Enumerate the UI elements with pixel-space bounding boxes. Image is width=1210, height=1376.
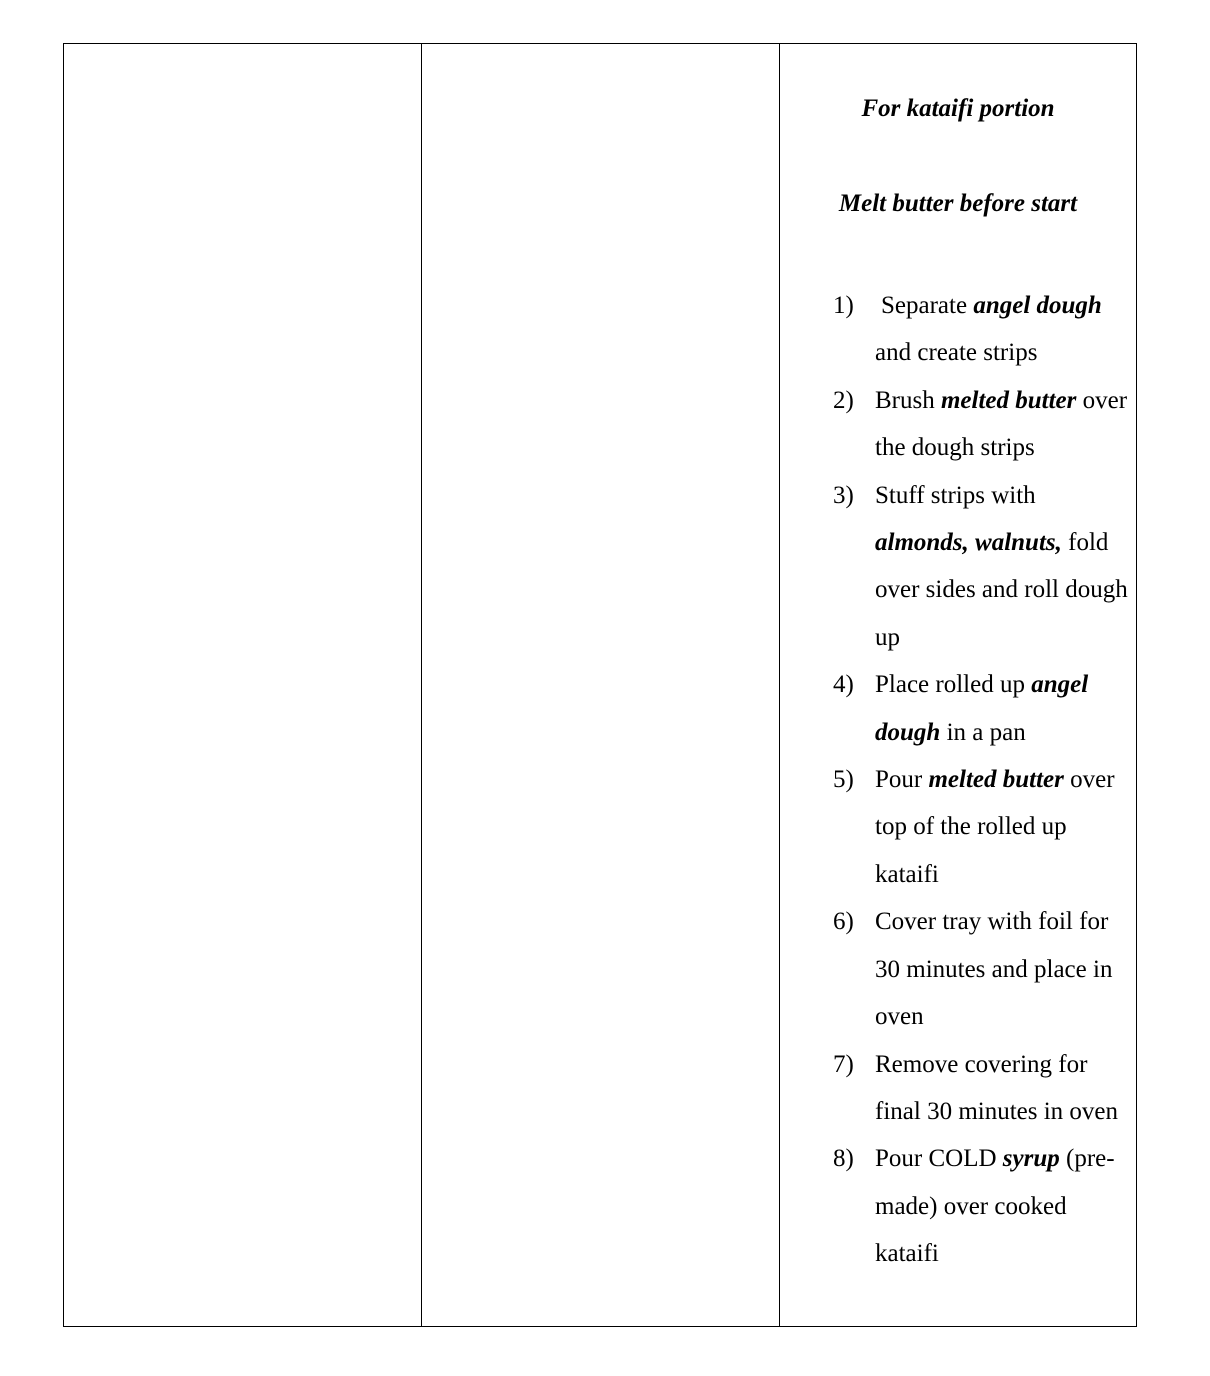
step-text-part: in a pan [940,718,1026,746]
step-text-part: over the dough strips [875,386,1128,462]
step-text-part: Separate [881,292,974,319]
step-text-part: and create strips [875,339,1038,367]
table-cell-empty-1 [64,44,422,1327]
step-text [875,1145,1115,1267]
step-text [875,387,1127,461]
step-text [875,1051,1118,1125]
kataifi-section [780,44,1136,1326]
step-text-emphasis: angel dough [875,671,1089,746]
list-item [780,1041,1130,1136]
step-text [875,292,1102,366]
step-number: 5) [833,766,854,794]
step-text [875,908,1112,1030]
step-text-part: over top of the rolled up kataifi [875,766,1115,888]
step-text-emphasis: melted butter [940,386,1077,414]
step-text-emphasis: almonds, walnuts, [875,529,1062,557]
step-number: 2) [833,386,854,414]
step-text-part: Cover tray with foil for 30 minutes and place in oven [875,908,1113,1031]
step-text-part: Remove covering for final 30 minutes in oven [875,1050,1119,1125]
step-text-emphasis: syrup [1002,1145,1060,1173]
step-text-part: fold over sides and roll dough up [875,529,1128,651]
recipe-table [63,43,1137,1327]
step-text-part: Pour COLD [875,1145,1003,1173]
section-title: For kataifi portion [861,95,1055,122]
step-text [875,671,1088,745]
step-number: 7) [833,1050,854,1078]
step-number: 6) [833,908,854,936]
steps-list [780,282,1130,1278]
list-item [780,898,1130,1040]
step-number: 3) [833,481,854,509]
section-note: Melt butter before start [838,190,1078,217]
step-text-emphasis: angel dough [973,292,1102,319]
list-item [780,756,1130,898]
step-text-part: Place rolled up [875,671,1032,699]
step-text [875,482,1128,651]
list-item [780,1135,1130,1277]
list-item [780,472,1130,662]
table-cell-kataifi [780,44,1137,1327]
list-item [780,377,1130,472]
step-text [875,766,1115,888]
step-text-part: (pre-made) over cooked kataifi [875,1145,1115,1268]
step-number: 4) [833,671,854,699]
step-number: 1) [833,292,854,319]
step-number: 8) [833,1145,854,1173]
list-item [780,282,1130,377]
step-text-part: Pour [875,766,929,794]
list-item [780,661,1130,756]
step-text-part: Brush [875,386,941,414]
table-cell-empty-2 [422,44,780,1327]
table-row [64,44,1137,1327]
step-text-emphasis: melted butter [928,766,1064,794]
step-text-part: Stuff strips with [875,481,1036,509]
